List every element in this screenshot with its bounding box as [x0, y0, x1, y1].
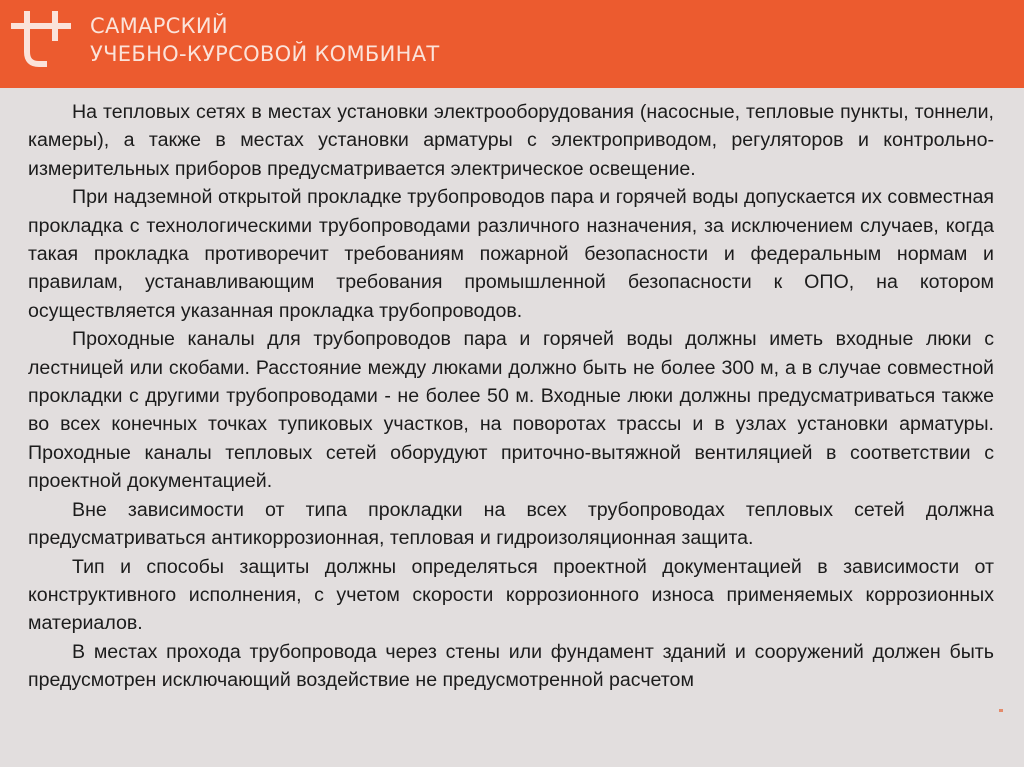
paragraph: На тепловых сетях в местах установки электрооборудования (насосные, тепловые пункты, тоннели, камеры), а также в местах установки арматуры с электроприводом, регуляторов и контрольно-измерительных приборов предусматривается электрическое освещение.	[28, 101, 994, 180]
paragraph: Тип и способы защиты должны определяться проектной документацией в зависимости от конструктивного исполнения, с учетом скорости коррозионного износа применяемых коррозионных материалов.	[28, 555, 994, 635]
brand-line-2: УЧЕБНО-КУРСОВОЙ КОМБИНАТ	[90, 42, 440, 66]
paragraph: Вне зависимости от типа прокладки на всех трубопроводах тепловых сетей должна предусматриваться антикоррозионная, тепловая и гидроизоляционная защита.	[28, 498, 994, 550]
tt-logo-icon	[10, 8, 76, 74]
paragraph: При надземной открытой прокладке трубопроводов пара и горячей воды допускается их совместная прокладка с технологическими трубопроводами различного назначения, за исключением случаев, когда такая прокладка противоречит требованиям пожарной безопасности и федеральным нормам и правилам, устанавливающим требования промышленной безопасности к ОПО, на котором осуществляется указанная прокладка трубопроводов.	[28, 186, 994, 322]
header-bar	[0, 0, 1024, 88]
document-body	[28, 98, 994, 695]
brand-name	[90, 12, 440, 68]
brand-line-1: САМАРСКИЙ	[90, 14, 228, 38]
paragraph: Проходные каналы для трубопроводов пара и горячей воды должны иметь входные люки с лестницей или скобами. Расстояние между люками должно быть не более 300 м, а в случае совместной прокладки с другими трубопроводами - не более 50 м. Входные люки должны предусматриваться также во всех конечных точках тупиковых участков, на поворотах трассы и в узлах установки арматуры. Проходные каналы тепловых сетей оборудуют приточно-вытяжной вентиляцией в соответствии с проектной документацией.	[28, 328, 994, 493]
slide-marker	[999, 709, 1003, 712]
paragraph: В местах прохода трубопровода через стены или фундамент зданий и сооружений должен быть предусмотрен исключающий воздействие не предусмотренной расчетом	[28, 640, 994, 692]
